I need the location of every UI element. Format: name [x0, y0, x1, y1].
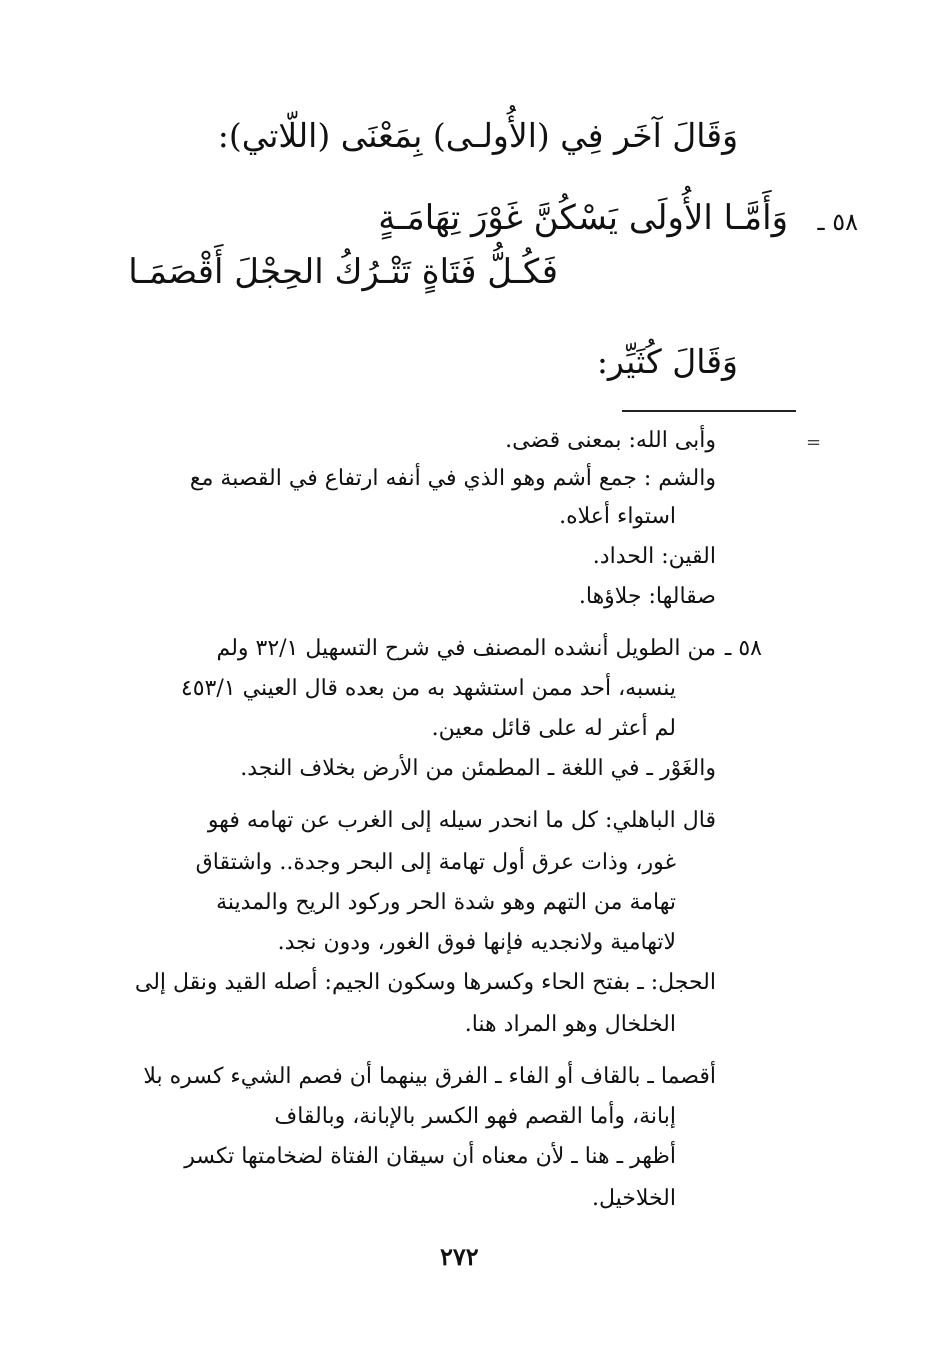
bahili-line: لاتهامية ولانجديه فإنها فوق الغور، ودون نجد.: [277, 930, 676, 955]
margin-mark: =: [806, 432, 822, 453]
verse-number: ٥٨ ـ: [817, 208, 858, 236]
verse-hemistich-1: وَأَمَّـا الأُولَى يَسْكُنَّ غَوْرَ تِهَامَـةٍ: [378, 198, 788, 238]
bahili-line: غور، وذات عرق أول تهامة إلى البحر وجدة.. واشتقاق: [195, 850, 676, 875]
page-number: ٢٧٢: [440, 1242, 479, 1271]
footnote-line: استواء أعلاه.: [559, 504, 676, 529]
footnote-58-number: ٥٨ ـ: [724, 636, 762, 661]
footnote-58-line: ينسبه، أحد ممن استشهد به من بعده قال العيني ٤٥٣/١: [180, 676, 676, 701]
footnote-58-line: لم أعثر له على قائل معين.: [431, 716, 676, 741]
aqsama-line: الخلاخيل.: [591, 1186, 676, 1211]
footnote-line: والشم : جمع أشم وهو الذي في أنفه ارتفاع في القصبة مع: [189, 466, 716, 491]
footnote-line: وأبى الله: بمعنى قضى.: [505, 428, 716, 453]
aqsama-line: إبانة، وأما القصم فهو الكسر بالإبانة، وبالقاف: [274, 1104, 676, 1129]
footnote-line: صقالها: جلاؤها.: [578, 584, 716, 609]
aqsama-line: أقصما ـ بالقاف أو الفاء ـ الفرق بينهما أن فصم الشيء كسره بلا: [143, 1064, 716, 1089]
footnote-58-line: والغَوْر ـ في اللغة ـ المطمئن من الأرض بخلاف النجد.: [240, 756, 716, 781]
aqsama-line: أظهر ـ هنا ـ لأن معناه أن سيقان الفتاة لضخامتها تكسر: [184, 1144, 676, 1169]
verse-hemistich-2: فَكُـلُّ فَتَاةٍ تَتْـرُكُ الحِجْلَ أَقْصَمَـا: [128, 252, 558, 292]
intro-line-1: وَقَالَ آخَر فِي (الأُولـى) بِمَعْنَى (اللّاتي):: [217, 116, 738, 155]
hijl-line: الحجل: ـ بفتح الحاء وكسرها وسكون الجيم: أصله القيد ونقل إلى: [134, 970, 716, 995]
bahili-line: قال الباهلي: كل ما انحدر سيله إلى الغرب عن تهامه فهو: [207, 808, 716, 833]
footnote-58-line: من الطويل أنشده المصنف في شرح التسهيل ٣٢/١ ولم: [216, 636, 716, 661]
footnote-line: القين: الحداد.: [592, 544, 716, 569]
footnote-separator: [622, 410, 796, 412]
intro-line-2: وَقَالَ كُثَيِّر:: [596, 342, 738, 381]
bahili-line: تهامة من التهم وهو شدة الحر وركود الريح والمدينة: [216, 890, 676, 915]
hijl-line: الخلخال وهو المراد هنا.: [464, 1012, 676, 1037]
